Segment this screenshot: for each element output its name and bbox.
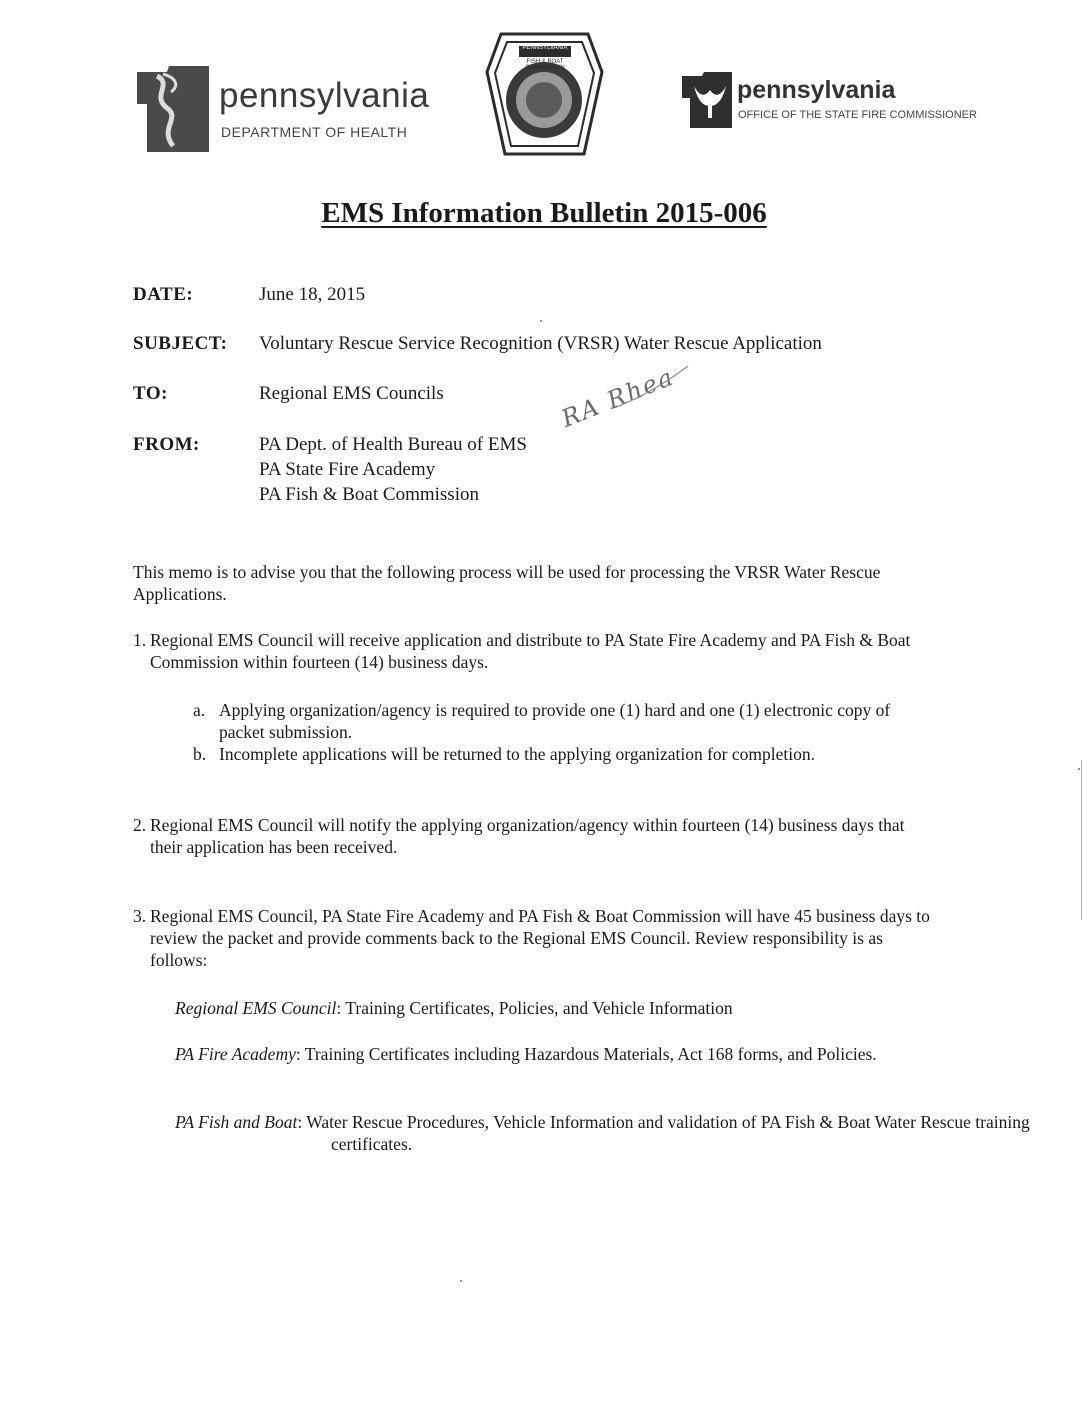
health-logo xyxy=(133,66,463,154)
responsibility-colon: : xyxy=(295,1044,305,1064)
fire-logo-subtitle: OFFICE OF THE STATE FIRE COMMISSIONER xyxy=(738,109,977,121)
responsibility-colon: : xyxy=(297,1112,307,1132)
list-item xyxy=(133,905,933,971)
sub-item-letter: a. xyxy=(193,700,206,720)
item-text: Regional EMS Council will receive application and distribute to PA State Fire Academy and PA Fish & Boat Commission within fourteen (14) business days. xyxy=(150,630,911,672)
fish-boat-seal xyxy=(483,30,606,158)
scan-speck xyxy=(460,1280,462,1282)
fish-boat-seal-subtitle: FISH & BOAT COMMISSION xyxy=(525,59,565,71)
responsibility-regional xyxy=(175,997,935,1019)
list-item xyxy=(133,814,933,858)
fire-commissioner-logo xyxy=(680,72,1010,132)
subject-label: SUBJECT: xyxy=(133,333,228,354)
sub-list-item xyxy=(193,743,923,765)
sub-item-letter: b. xyxy=(193,744,207,764)
responsibility-role: PA Fish and Boat xyxy=(175,1112,298,1132)
scan-edge-line xyxy=(1081,760,1082,920)
keystone-health-icon xyxy=(133,66,213,152)
sub-item-text: Incomplete applications will be returned to the applying organization for completion. xyxy=(219,744,815,764)
item-number: 3. xyxy=(133,906,147,926)
to-label: TO: xyxy=(133,383,168,404)
item-number: 2. xyxy=(133,815,147,835)
initials-flourish xyxy=(612,362,692,412)
responsibility-colon: : xyxy=(336,998,346,1018)
item-text: Regional EMS Council, PA State Fire Academy and PA Fish & Boat Commission will have 45 business days to review the packet and provide comments back to the Regional EMS Council. Review responsibility is as follows: xyxy=(150,906,930,970)
responsibility-role: PA Fire Academy xyxy=(175,1044,296,1064)
from-line-2: PA State Fire Academy xyxy=(259,459,436,480)
from-label: FROM: xyxy=(133,434,200,455)
from-line-3: PA Fish & Boat Commission xyxy=(259,484,479,505)
responsibility-fish-boat xyxy=(175,1111,1088,1155)
to-value: Regional EMS Councils xyxy=(259,383,444,404)
bulletin-title: EMS Information Bulletin 2015-006 xyxy=(321,197,767,229)
scan-speck xyxy=(540,320,542,322)
responsibility-duties: Water Rescue Procedures, Vehicle Information and validation of PA Fish & Boat Water Rescue training certificates. xyxy=(306,1112,1030,1154)
responsibility-duties: Training Certificates, Policies, and Vehicle Information xyxy=(345,998,733,1018)
date-value: June 18, 2015 xyxy=(259,284,366,305)
keystone-eagle-icon xyxy=(680,72,734,128)
handwritten-initials: RA Rhea xyxy=(557,362,679,433)
item-text: Regional EMS Council will notify the applying organization/agency within fourteen (14) business days that their application has been received. xyxy=(150,815,905,857)
subject-value: Voluntary Rescue Service Recognition (VRSR) Water Rescue Application xyxy=(259,333,822,354)
scan-speck xyxy=(1078,768,1080,770)
list-item xyxy=(133,629,953,673)
intro-paragraph: This memo is to advise you that the following process will be used for processing the VRSR Water Rescue Applications. xyxy=(133,562,881,604)
responsibility-role: Regional EMS Council xyxy=(175,998,337,1018)
fire-logo-name: pennsylvania xyxy=(737,76,896,104)
health-logo-name: pennsylvania xyxy=(219,76,430,115)
fish-boat-seal-name: PENNSYLVANIA xyxy=(522,45,568,51)
responsibility-duties: Training Certificates including Hazardous Materials, Act 168 forms, and Policies. xyxy=(304,1044,877,1064)
responsibility-fire-academy xyxy=(175,1043,1067,1065)
sub-item-text: Applying organization/agency is required to provide one (1) hard and one (1) electronic copy of packet submission. xyxy=(219,700,891,742)
item-number: 1. xyxy=(133,630,147,650)
sub-list-item xyxy=(193,699,923,743)
from-line-1: PA Dept. of Health Bureau of EMS xyxy=(259,434,527,455)
date-label: DATE: xyxy=(133,284,194,305)
health-logo-subtitle: DEPARTMENT OF HEALTH xyxy=(221,124,408,140)
